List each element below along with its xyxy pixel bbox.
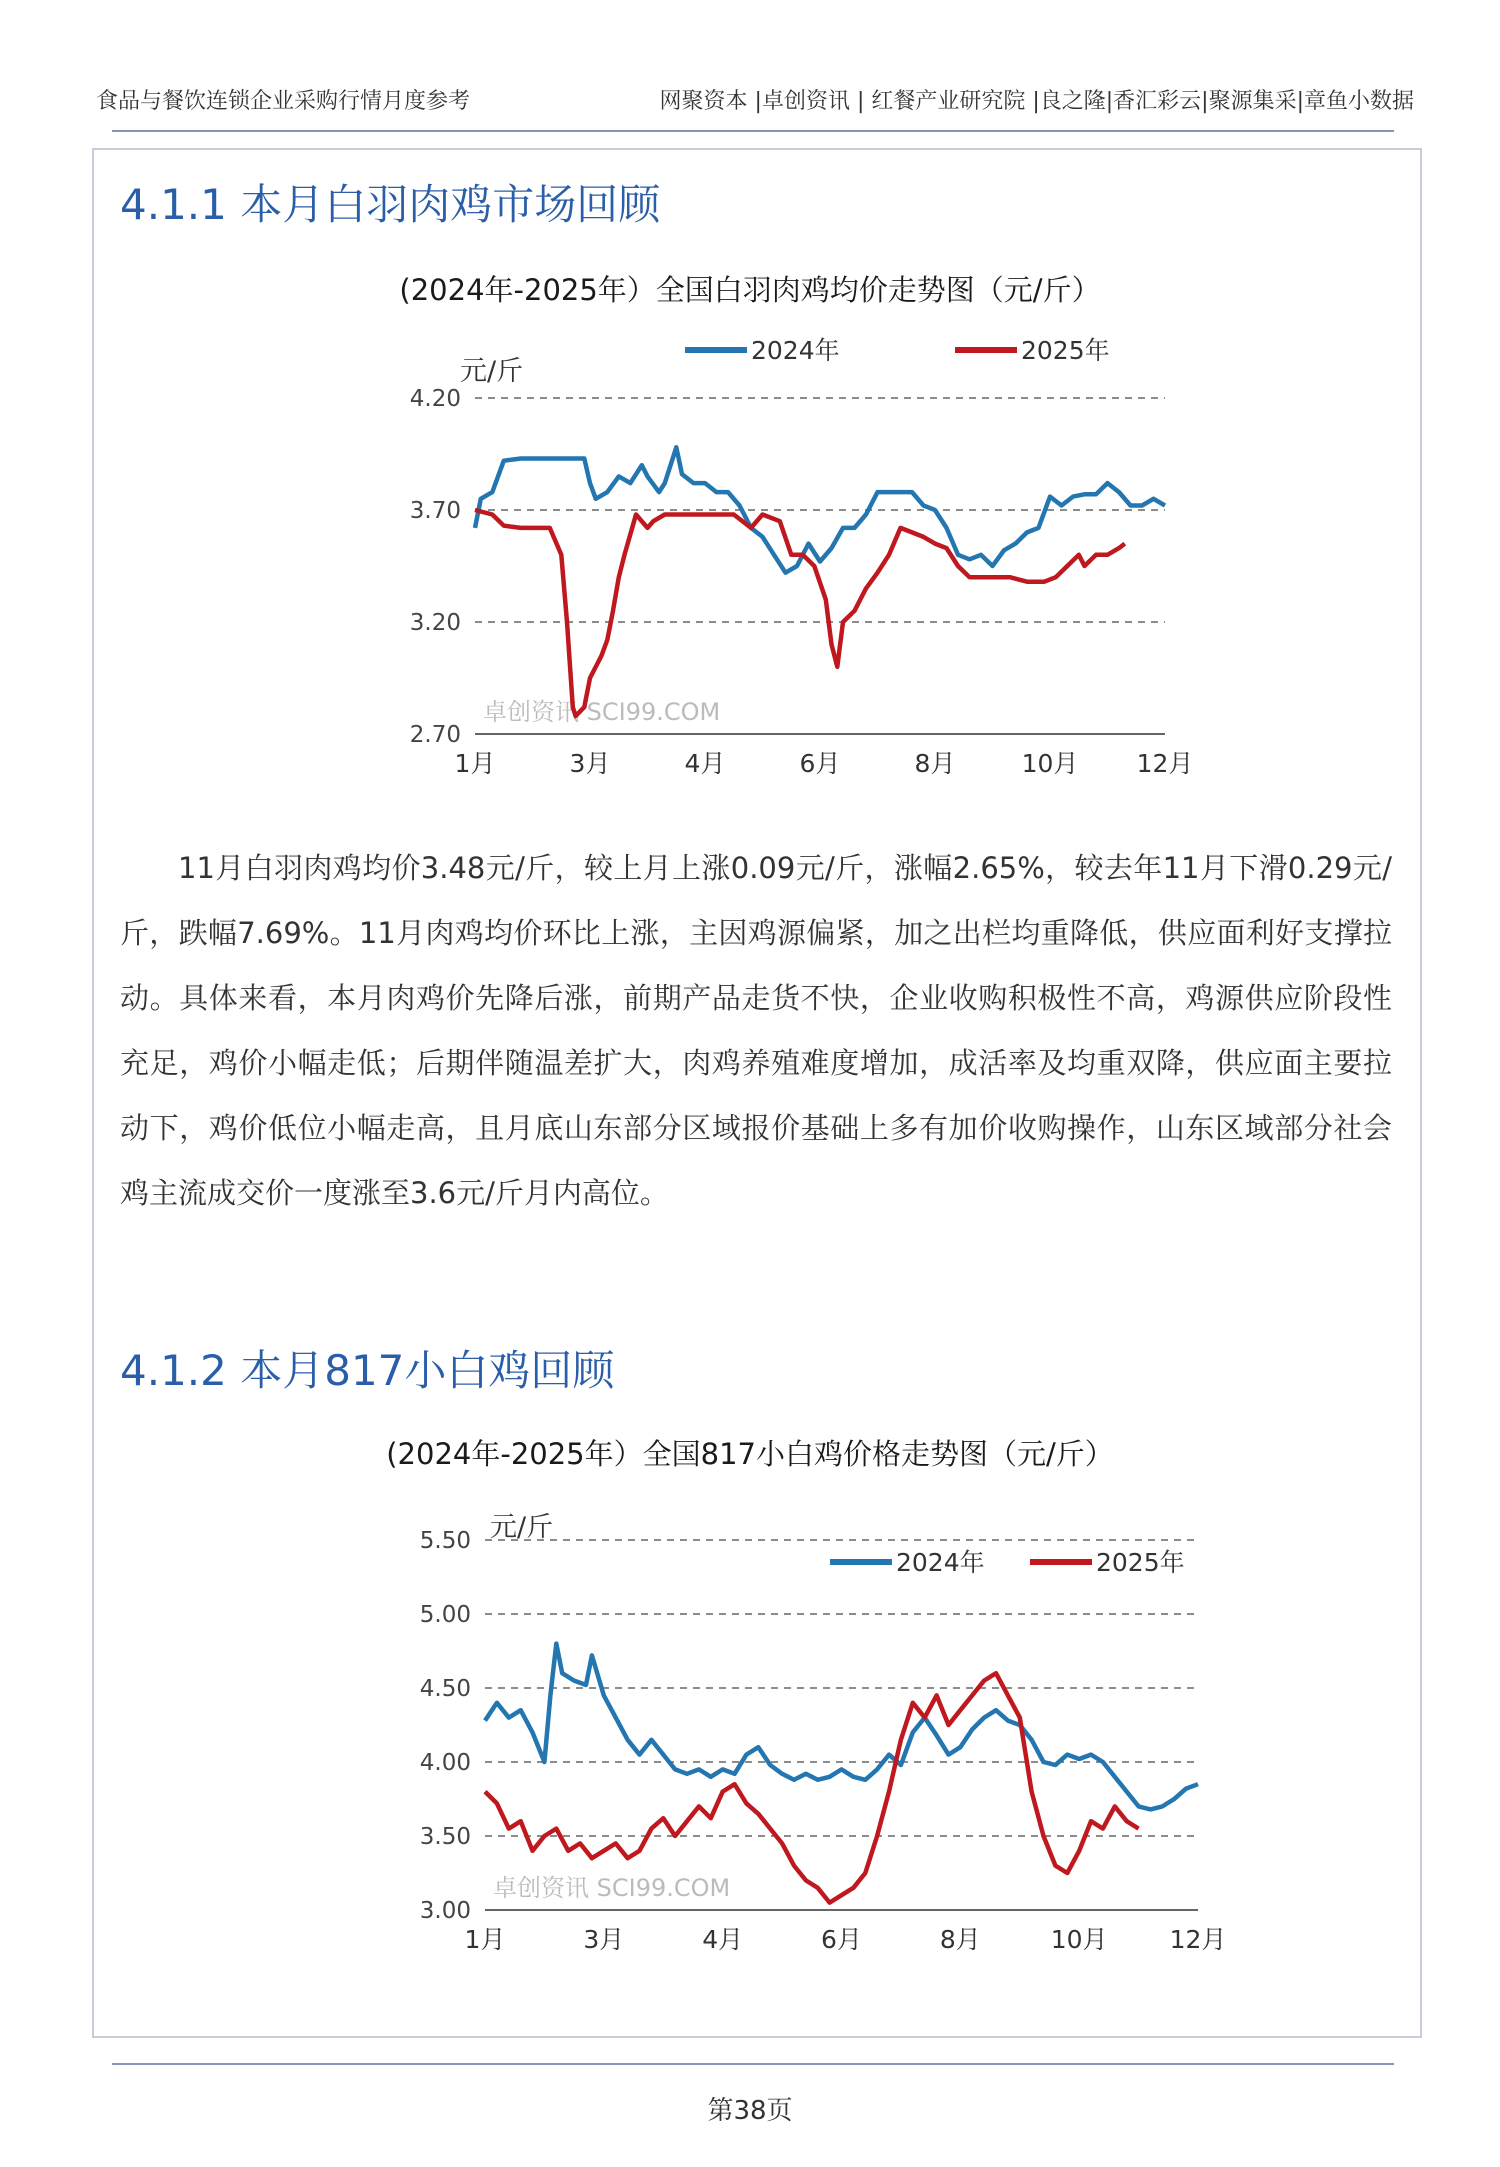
watermark: 卓创资讯 SCI99.COM xyxy=(493,1874,731,1902)
watermark: 卓创资讯 SCI99.COM xyxy=(483,698,721,726)
header-report-title: 食品与餐饮连锁企业采购行情月度参考 xyxy=(96,89,471,114)
x-tick-label: 10月 xyxy=(1050,1925,1108,1954)
x-tick-label: 6月 xyxy=(799,749,841,778)
y-tick-label: 2.70 xyxy=(409,722,461,748)
section-title-817: 4.1.2 本月817小白鸡回顾 xyxy=(120,1346,615,1395)
page-header xyxy=(96,84,1414,124)
x-tick-label: 1月 xyxy=(454,749,496,778)
y-axis-unit: 元/斤 xyxy=(460,356,524,387)
chart-817-price xyxy=(360,1510,1227,1980)
x-tick-label: 4月 xyxy=(684,749,726,778)
header-divider xyxy=(112,130,1394,132)
x-tick-label: 3月 xyxy=(583,1925,625,1954)
x-tick-label: 8月 xyxy=(914,749,956,778)
x-tick-label: 10月 xyxy=(1021,749,1079,778)
series-line-0 xyxy=(485,1644,1198,1810)
y-tick-label: 5.00 xyxy=(419,1602,471,1628)
x-tick-label: 6月 xyxy=(821,1925,862,1954)
chart-broiler-price xyxy=(350,330,1200,800)
x-tick-label: 12月 xyxy=(1169,1925,1227,1954)
y-tick-label: 3.50 xyxy=(419,1824,471,1850)
x-tick-label: 12月 xyxy=(1136,749,1194,778)
y-tick-label: 3.00 xyxy=(419,1898,471,1924)
legend-label-1: 2025年 xyxy=(1096,1548,1185,1577)
body-paragraph: 11月白羽肉鸡均价3.48元/斤，较上月上涨0.09元/斤，涨幅2.65%，较去年11月下滑0.29元/斤，跌幅7.69%。11月肉鸡均价环比上涨，主因鸡源偏紧，加之出栏均重降低，供应面利好支撑拉动。具体来看，本月肉鸡价先降后涨，前期产品走货不快，企业收购积极性不高，鸡源供应阶段性充足，鸡价小幅走低；后期伴随温差扩大，肉鸡养殖难度增加，成活率及均重双降，供应面主要拉动下，鸡价低位小幅走高，且月底山东部分区域报价基础上多有加价收购操作，山东区域部分社会鸡主流成交价一度涨至3.6元/斤月内高位。 xyxy=(120,851,1392,1210)
x-tick-label: 4月 xyxy=(702,1925,744,1954)
header-publishers: 网聚资本 |卓创资讯 | 红餐产业研究院 |良之隆|香汇彩云|聚源集采|章鱼小数据 xyxy=(659,89,1414,114)
x-tick-label: 3月 xyxy=(569,749,611,778)
series-line-1 xyxy=(485,1673,1139,1902)
x-tick-label: 1月 xyxy=(464,1925,506,1954)
y-tick-label: 5.50 xyxy=(419,1528,471,1554)
y-axis-unit: 元/斤 xyxy=(490,1512,554,1543)
y-tick-label: 4.20 xyxy=(409,386,461,412)
footer-divider xyxy=(112,2063,1394,2065)
legend-label-0: 2024年 xyxy=(751,336,840,365)
legend-label-1: 2025年 xyxy=(1021,336,1110,365)
y-tick-label: 4.00 xyxy=(419,1750,471,1776)
y-tick-label: 3.20 xyxy=(409,610,461,636)
y-tick-label: 4.50 xyxy=(419,1676,471,1702)
legend-label-0: 2024年 xyxy=(896,1548,985,1577)
series-line-1 xyxy=(475,510,1125,716)
chart-title-817: (2024年-2025年）全国817小白鸡价格走势图（元/斤） xyxy=(386,1437,1114,1471)
chart-title-broiler: (2024年-2025年）全国白羽肉鸡均价走势图（元/斤） xyxy=(399,273,1101,307)
x-tick-label: 8月 xyxy=(939,1925,981,1954)
section-title-broiler: 4.1.1 本月白羽肉鸡市场回顾 xyxy=(120,180,661,229)
page-number: 第38页 xyxy=(707,2096,793,2126)
y-tick-label: 3.70 xyxy=(409,498,461,524)
